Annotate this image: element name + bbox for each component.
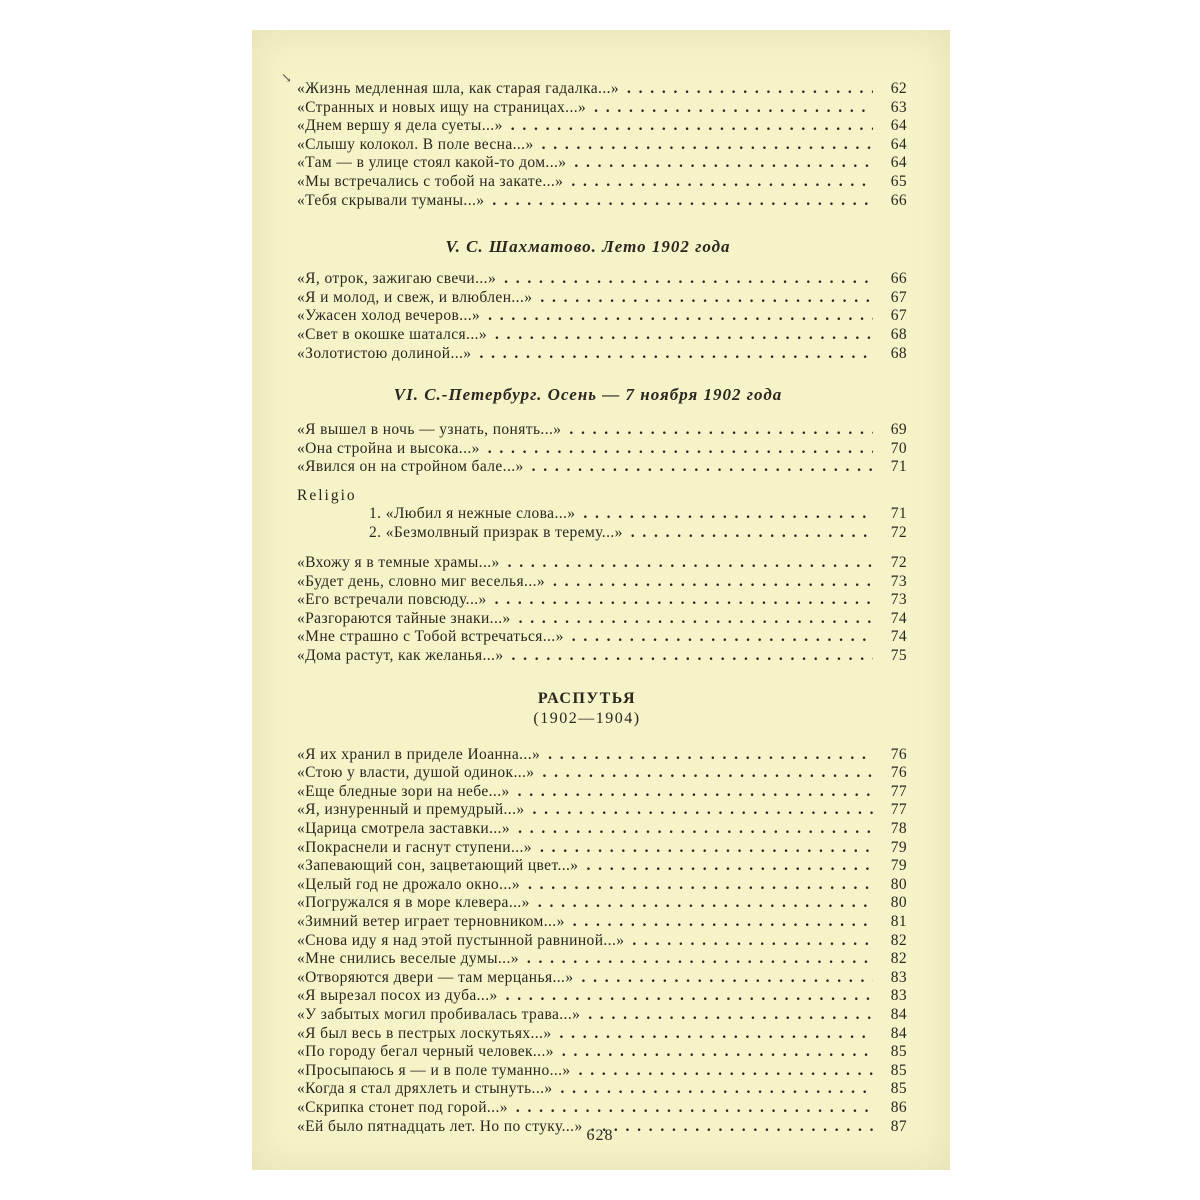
entry-page: 69 (890, 421, 907, 439)
toc-row (297, 950, 907, 969)
leader-dots (518, 783, 873, 802)
entry-page: 72 (890, 523, 907, 541)
toc-row (297, 746, 907, 765)
toc-row (297, 783, 907, 802)
entry-page: 77 (890, 801, 907, 819)
leader-dots (533, 801, 873, 820)
pencil-tick-mark: ↘ (281, 70, 292, 85)
leader-dots (573, 913, 873, 932)
toc-row (297, 591, 907, 610)
entry-page: 64 (890, 154, 907, 172)
toc-row (297, 505, 907, 524)
section-v-title: V. С. Шахматово. Лето 1902 года (445, 237, 731, 257)
entry-page: 66 (890, 270, 907, 288)
entry-page: 83 (890, 987, 907, 1005)
toc-row (297, 117, 907, 136)
toc-row (297, 876, 907, 895)
entry-page: 62 (890, 80, 907, 97)
toc-row (297, 154, 907, 173)
entry-title: «Мы встречались с тобой на закате...» (297, 172, 564, 190)
toc-row (297, 524, 907, 543)
entry-title: «Дома растут, как желанья...» (297, 647, 504, 665)
leader-dots (572, 628, 873, 647)
entry-title: «Стою у власти, душой одинок...» (297, 764, 535, 782)
entry-title: «Просыпаюсь я — и в поле туманно...» (297, 1061, 571, 1079)
entry-page: 67 (890, 288, 907, 306)
entry-title: «Царица смотрела заставки...» (297, 820, 511, 838)
entry-page: 73 (890, 591, 907, 609)
entry-page: 74 (890, 628, 907, 646)
entry-title: «Жизнь медленная шла, как старая гадалка...» (297, 80, 620, 97)
leader-dots (540, 289, 873, 308)
leader-dots (527, 950, 873, 969)
toc-row (297, 573, 907, 592)
leader-dots (579, 1062, 873, 1081)
leader-dots (581, 969, 873, 988)
toc-row (297, 610, 907, 629)
leader-dots (492, 192, 873, 211)
entry-title: «Целый год не дрожало окно...» (297, 875, 521, 893)
toc-row (297, 1062, 907, 1081)
leader-dots (542, 764, 873, 783)
entry-title: «Я, изнуренный и премудрый...» (297, 801, 525, 819)
entry-title: «Золотистою долиной...» (297, 344, 472, 362)
entry-title: «Явился он на стройном бале...» (297, 458, 524, 476)
leader-dots (528, 876, 873, 895)
toc-row (297, 913, 907, 932)
page-number: 628 (586, 1127, 614, 1144)
entry-page: 63 (890, 98, 907, 116)
entry-page: 71 (890, 504, 907, 522)
toc-row (297, 932, 907, 951)
entry-page: 68 (890, 344, 907, 362)
entry-page: 81 (890, 913, 907, 930)
toc-row (297, 270, 907, 289)
leader-dots (586, 857, 873, 876)
entry-page: 77 (890, 782, 907, 800)
entry-title: «Днем вершу я дела суеты...» (297, 117, 503, 135)
leader-dots (548, 746, 873, 765)
leader-dots (631, 524, 873, 543)
entry-title: «Его встречали повсюду...» (297, 591, 487, 609)
entry-page: 76 (890, 745, 907, 763)
chapter-heading: РАСПУТЬЯ (537, 689, 637, 707)
leader-dots (632, 932, 873, 951)
toc-row (297, 1099, 907, 1118)
entry-page: 65 (890, 172, 907, 190)
entry-title: «Я был весь в пестрых лоскутьях...» (297, 1024, 552, 1042)
entry-title: «Ей было пятнадцать лет. Но по стуку...» (297, 1117, 583, 1135)
toc-row (297, 969, 907, 988)
entry-title: «Я, отрок, зажигаю свечи...» (297, 270, 497, 288)
table-of-contents (297, 80, 907, 1136)
leader-dots (561, 1080, 873, 1099)
toc-row (297, 173, 907, 192)
leader-dots (627, 80, 873, 99)
entry-title: «Запевающий сон, зацветающий цвет...» (297, 857, 579, 875)
leader-dots (540, 839, 873, 858)
entry-title: «Еще бледные зори на небе...» (297, 782, 510, 800)
entry-page: 79 (890, 857, 907, 875)
toc-row (297, 99, 907, 118)
entry-title: «Там — в улице стоял какой-то дом...» (297, 154, 567, 172)
leader-dots (495, 326, 873, 345)
entry-page: 84 (890, 1005, 907, 1023)
leader-dots (519, 610, 873, 629)
entry-title: «Когда я стал дряхлеть и стынуть...» (297, 1080, 553, 1098)
religio-label: Religio (297, 486, 357, 504)
leader-dots (562, 1043, 873, 1062)
leader-dots (594, 99, 873, 118)
entry-title: «Странных и новых ищу на страницах...» (297, 98, 587, 116)
entry-title: «Будет день, словно миг веселья...» (297, 572, 546, 590)
entry-page: 85 (890, 1061, 907, 1079)
entry-title: «Мне страшно с Тобой встречаться...» (297, 628, 564, 646)
leader-dots (488, 307, 873, 326)
section-vi-title: VI. С.-Петербург. Осень — 7 ноября 1902 года (393, 385, 783, 405)
entry-page: 73 (890, 572, 907, 590)
leader-dots (588, 1006, 873, 1025)
toc-row (297, 307, 907, 326)
toc-row (297, 192, 907, 211)
leader-dots (495, 591, 873, 610)
entry-title: «Вхожу я в темные храмы...» (297, 554, 500, 572)
entry-page: 85 (890, 1043, 907, 1061)
entry-page: 72 (890, 554, 907, 572)
entry-title: «Я и молод, и свеж, и влюблен...» (297, 288, 533, 306)
entry-page: 66 (890, 191, 907, 209)
entry-page: 84 (890, 1024, 907, 1042)
entry-title: «Я их хранил в приделе Иоанна...» (297, 745, 541, 763)
entry-title: «Отворяются двери — там мерцанья...» (297, 968, 574, 986)
toc-row (297, 647, 907, 666)
toc-group-section-vi-after (297, 554, 907, 666)
toc-group-rasputya (297, 746, 907, 1136)
entry-page: 64 (890, 135, 907, 153)
toc-row (297, 80, 907, 99)
leader-dots (532, 458, 873, 477)
entry-title: 2. «Безмолвный призрак в терему...» (369, 523, 623, 541)
entry-title: «Разгораются тайные знаки...» (297, 609, 511, 627)
toc-group-section-vi (297, 421, 907, 477)
entry-page: 80 (890, 875, 907, 893)
entry-page: 67 (890, 307, 907, 325)
entry-page: 82 (890, 931, 907, 949)
entry-page: 70 (890, 439, 907, 457)
entry-title: «По городу бегал черный человек...» (297, 1043, 554, 1061)
entry-page: 78 (890, 820, 907, 838)
entry-page: 83 (890, 968, 907, 986)
leader-dots (504, 270, 873, 289)
entry-title: «Снова иду я над этой пустынной равниной...» (297, 931, 625, 949)
leader-dots (511, 647, 873, 666)
toc-row (297, 458, 907, 477)
toc-group-religio (297, 505, 907, 542)
toc-row (297, 326, 907, 345)
toc-row (297, 421, 907, 440)
entry-title: «Она стройна и высока...» (297, 439, 480, 457)
leader-dots (560, 1025, 874, 1044)
toc-row (297, 1006, 907, 1025)
toc-row (297, 554, 907, 573)
leader-dots (511, 117, 873, 136)
entry-title: 1. «Любил я нежные слова...» (369, 504, 576, 522)
entry-title: «У забытых могил пробивалась трава...» (297, 1005, 581, 1023)
entry-title: «Погружался я в море клевера...» (297, 894, 530, 912)
toc-row (297, 628, 907, 647)
entry-title: «Свет в окошке шатался...» (297, 325, 488, 343)
leader-dots (538, 894, 873, 913)
leader-dots (479, 345, 873, 364)
entry-title: «Зимний ветер играет терновником...» (297, 913, 565, 930)
entry-page: 79 (890, 838, 907, 856)
toc-row (297, 801, 907, 820)
chapter-years: (1902—1904) (533, 709, 641, 727)
leader-dots (583, 505, 873, 524)
entry-page: 80 (890, 894, 907, 912)
leader-dots (553, 573, 873, 592)
toc-row (297, 345, 907, 364)
leader-dots (574, 154, 873, 173)
entry-page: 71 (890, 458, 907, 476)
leader-dots (488, 440, 873, 459)
toc-group-top (297, 80, 907, 210)
leader-dots (571, 173, 873, 192)
toc-row (297, 440, 907, 459)
toc-row (297, 1025, 907, 1044)
entry-title: «Покраснели и гаснут ступени...» (297, 838, 532, 856)
toc-row (297, 820, 907, 839)
entry-title: «Тебя скрывали туманы...» (297, 191, 485, 209)
entry-title: «Слышу колокол. В поле весна...» (297, 135, 534, 153)
toc-row (297, 894, 907, 913)
toc-row (297, 1043, 907, 1062)
toc-row (297, 136, 907, 155)
leader-dots (508, 554, 873, 573)
leader-dots (542, 136, 873, 155)
toc-row (297, 857, 907, 876)
entry-page: 76 (890, 764, 907, 782)
entry-title: «Ужасен холод вечеров...» (297, 307, 481, 325)
entry-page: 87 (890, 1117, 907, 1135)
toc-row (297, 1080, 907, 1099)
toc-group-section-v (297, 270, 907, 363)
entry-page: 74 (890, 609, 907, 627)
toc-row (297, 987, 907, 1006)
entry-title: «Скрипка стонет под горой...» (297, 1098, 508, 1116)
entry-title: «Мне снились веселые думы...» (297, 950, 519, 968)
leader-dots (516, 1099, 873, 1118)
toc-row (297, 764, 907, 783)
leader-dots (506, 987, 873, 1006)
entry-page: 68 (890, 325, 907, 343)
entry-title: «Я вышел в ночь — узнать, понять...» (297, 421, 562, 439)
entry-page: 75 (890, 647, 907, 665)
leader-dots (518, 820, 873, 839)
entry-page: 86 (890, 1098, 907, 1116)
entry-title: «Я вырезал посох из дуба...» (297, 987, 498, 1005)
entry-page: 64 (890, 117, 907, 135)
toc-row (297, 289, 907, 308)
toc-row (297, 839, 907, 858)
leader-dots (569, 421, 873, 440)
entry-page: 85 (890, 1080, 907, 1098)
entry-page: 82 (890, 950, 907, 968)
